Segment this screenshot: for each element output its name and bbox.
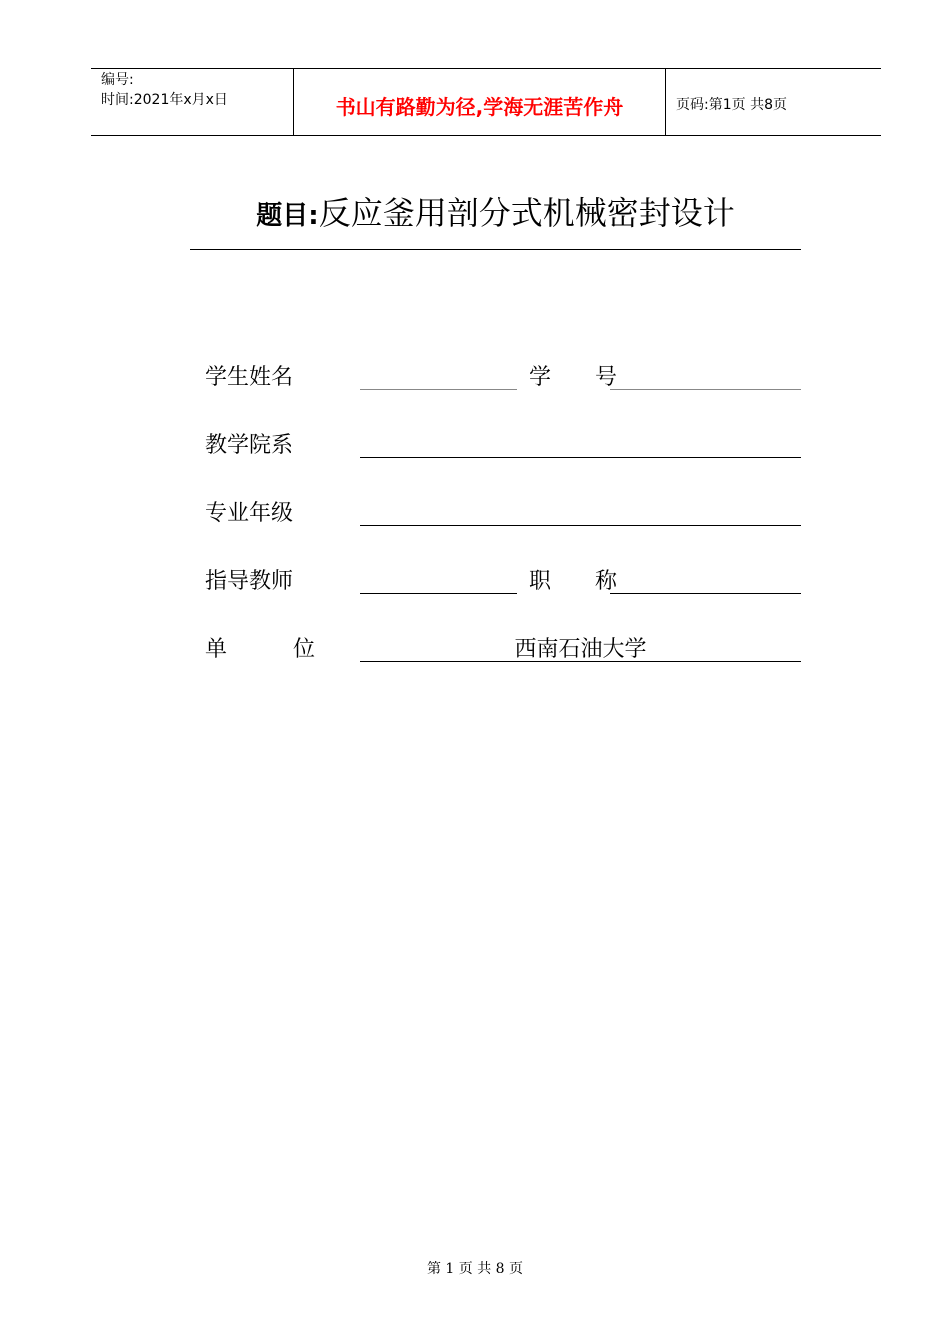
unit-label: 单 位 xyxy=(205,637,316,662)
header-meta-cell xyxy=(91,69,293,135)
student-id-field[interactable] xyxy=(610,389,801,390)
unit-field[interactable] xyxy=(360,661,801,662)
document-number-label: 编号: xyxy=(101,72,134,88)
document-time-label: 时间:2021年x月x日 xyxy=(101,92,228,108)
advisor-label: 指导教师 xyxy=(205,569,294,594)
major-field[interactable] xyxy=(360,525,801,526)
college-label: 教学院系 xyxy=(205,433,294,458)
professional-title-field[interactable] xyxy=(610,593,801,594)
unit-value: 西南石油大学 xyxy=(514,637,647,662)
header-motto-cell xyxy=(293,69,666,135)
document-title xyxy=(190,188,801,250)
advisor-field[interactable] xyxy=(360,593,517,594)
title-prefix: 题目: xyxy=(256,201,319,231)
major-label: 专业年级 xyxy=(205,501,294,526)
professional-title-label: 职 称 xyxy=(529,569,618,594)
page-footer: 第 1 页 共 8 页 xyxy=(426,1261,524,1277)
title-text: 反应釜用剖分式机械密封设计 xyxy=(318,194,735,232)
student-name-field[interactable] xyxy=(360,389,517,390)
header-motto: 书山有路勤为径,学海无涯苦作舟 xyxy=(335,95,624,119)
student-id-label: 学 号 xyxy=(529,365,618,390)
header-page-info: 页码:第1页 共8页 xyxy=(676,97,787,113)
student-name-label: 学生姓名 xyxy=(205,365,294,390)
document-header xyxy=(91,68,881,136)
header-page-cell xyxy=(666,69,881,135)
college-field[interactable] xyxy=(360,457,801,458)
